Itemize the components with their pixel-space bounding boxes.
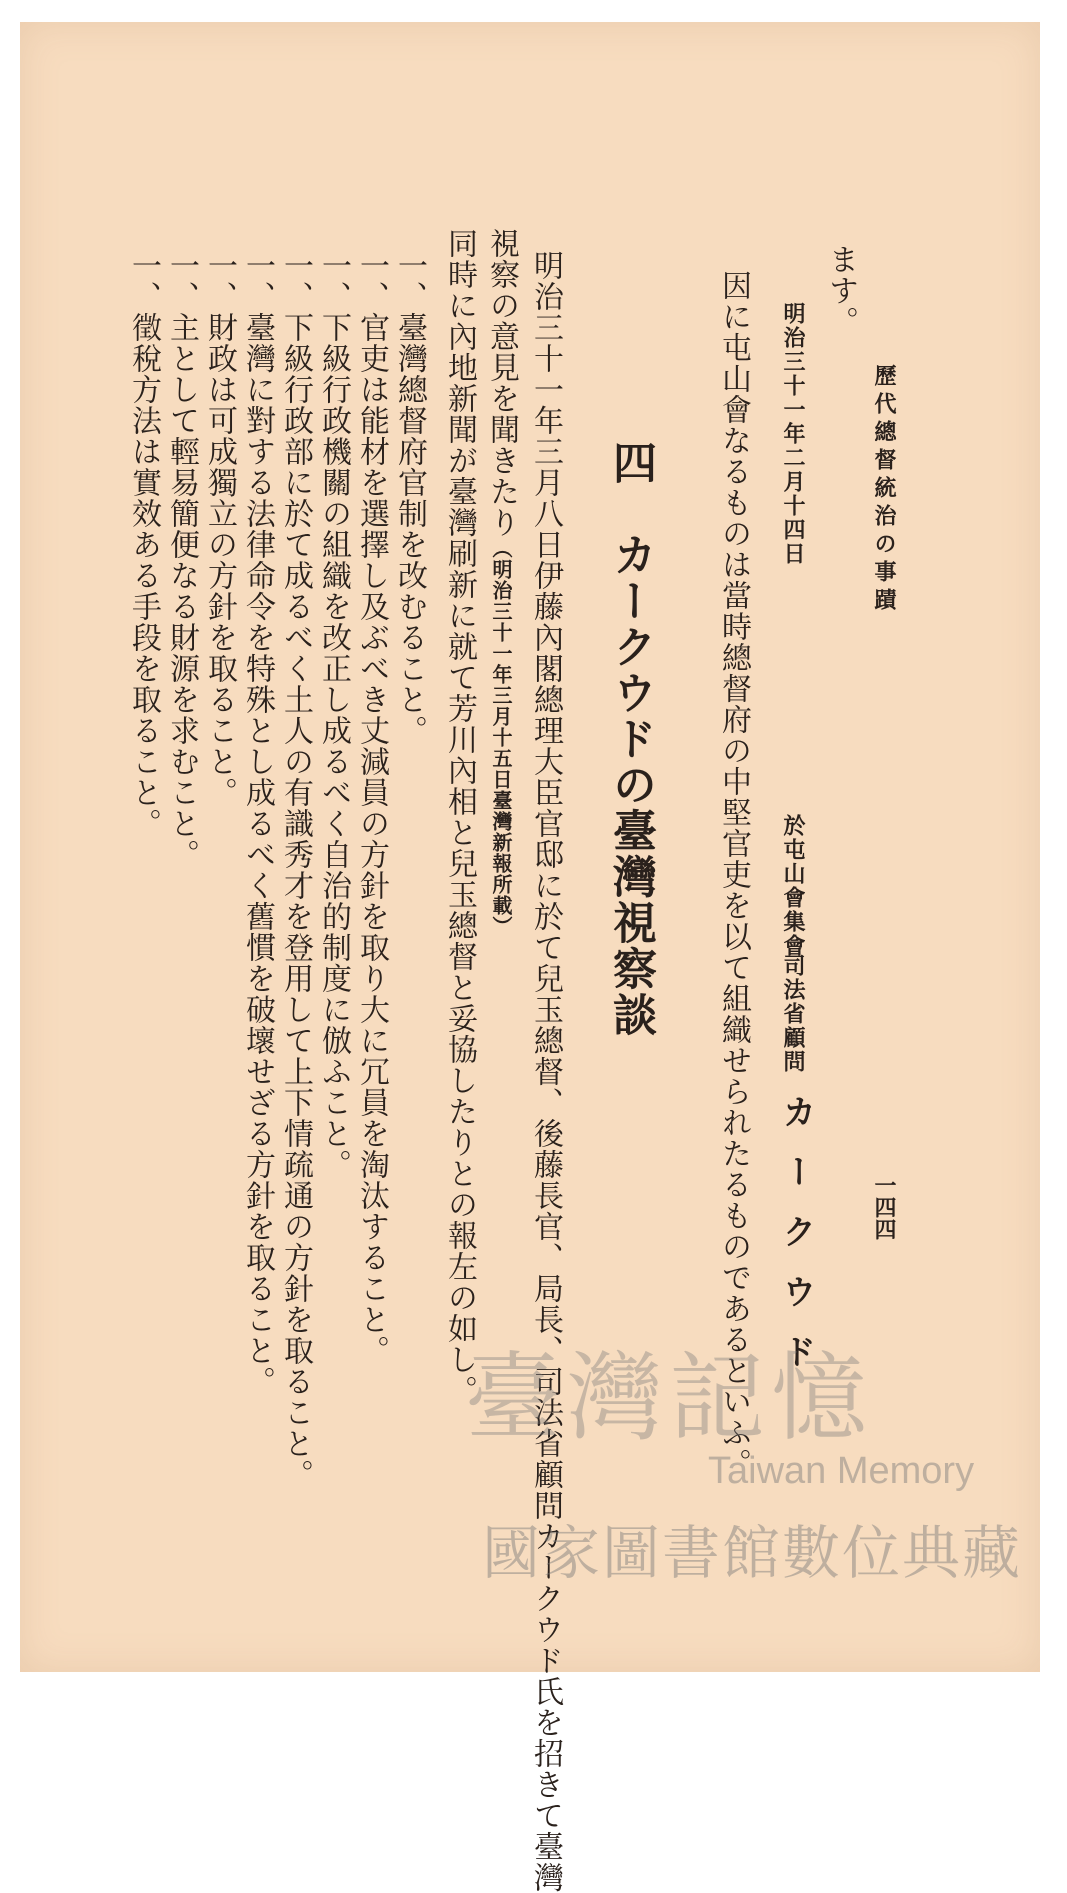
watermark-script: 臺灣記憶 [465, 1342, 873, 1454]
watermark-library: 國家圖書館數位典藏 [482, 1519, 1023, 1587]
paragraph-text: 視察の意見を聞きたり [484, 228, 519, 538]
speech-location: 於屯山會集會 [780, 814, 806, 958]
list-item: 一、臺灣總督府官制を改むること。 [392, 250, 427, 746]
book-page [20, 22, 1040, 1893]
text-line-continuation: ます。 [823, 244, 858, 337]
source-note: （明治三十一年三月十五日臺灣新報所載） [489, 538, 513, 937]
list-item: 一、下級行政機關の組織を改正し成るべく自治的制度に倣ふこと。 [316, 250, 351, 1180]
list-item: 一、下級行政部に於て成るべく土人の有識秀才を登用して上下情疏通の方針を取ること。 [278, 250, 313, 1490]
speaker-title: 司法省顧問 [780, 954, 806, 1074]
paragraph-line [484, 228, 519, 937]
page-number: 一四四 [871, 1174, 897, 1240]
list-item: 一、主として輕易簡便なる財源を求むこと。 [164, 250, 199, 870]
section-title: 四 カークウドの臺灣視察談 [605, 440, 656, 1038]
speech-date: 明治三十一年二月十四日 [780, 302, 806, 566]
list-item: 一、財政は可成獨立の方針を取ること。 [202, 250, 237, 808]
running-title: 歷代總督統治の事蹟 [871, 364, 897, 616]
list-item: 一、徵稅方法は實效ある手段を取ること。 [126, 250, 161, 839]
watermark-english: Taiwan Memory [708, 1450, 975, 1492]
paragraph-line: 同時に內地新聞が臺灣刷新に就て芳川內相と兒玉總督と妥協したりとの報左の如し。 [442, 228, 477, 1406]
note-paragraph: 因に屯山會なるものは當時總督府の中堅官吏を以て組織せられたるものであるといふ。 [716, 270, 751, 1479]
list-item: 一、臺灣に對する法律命令を特殊とし成るべく舊慣を破壞せざる方針を取ること。 [240, 250, 275, 1397]
paragraph-line: 明治三十一年三月八日伊藤內閣總理大臣官邸に於て兒玉總督、後藤長官、局長、司法省顧問カークウド氏を招きて臺灣 [528, 250, 563, 1893]
speaker-name: カークウド [776, 1094, 816, 1394]
list-item: 一、官吏は能材を選擇し及ぶべき丈減員の方針を取り大に冗員を淘汰すること。 [354, 250, 389, 1366]
